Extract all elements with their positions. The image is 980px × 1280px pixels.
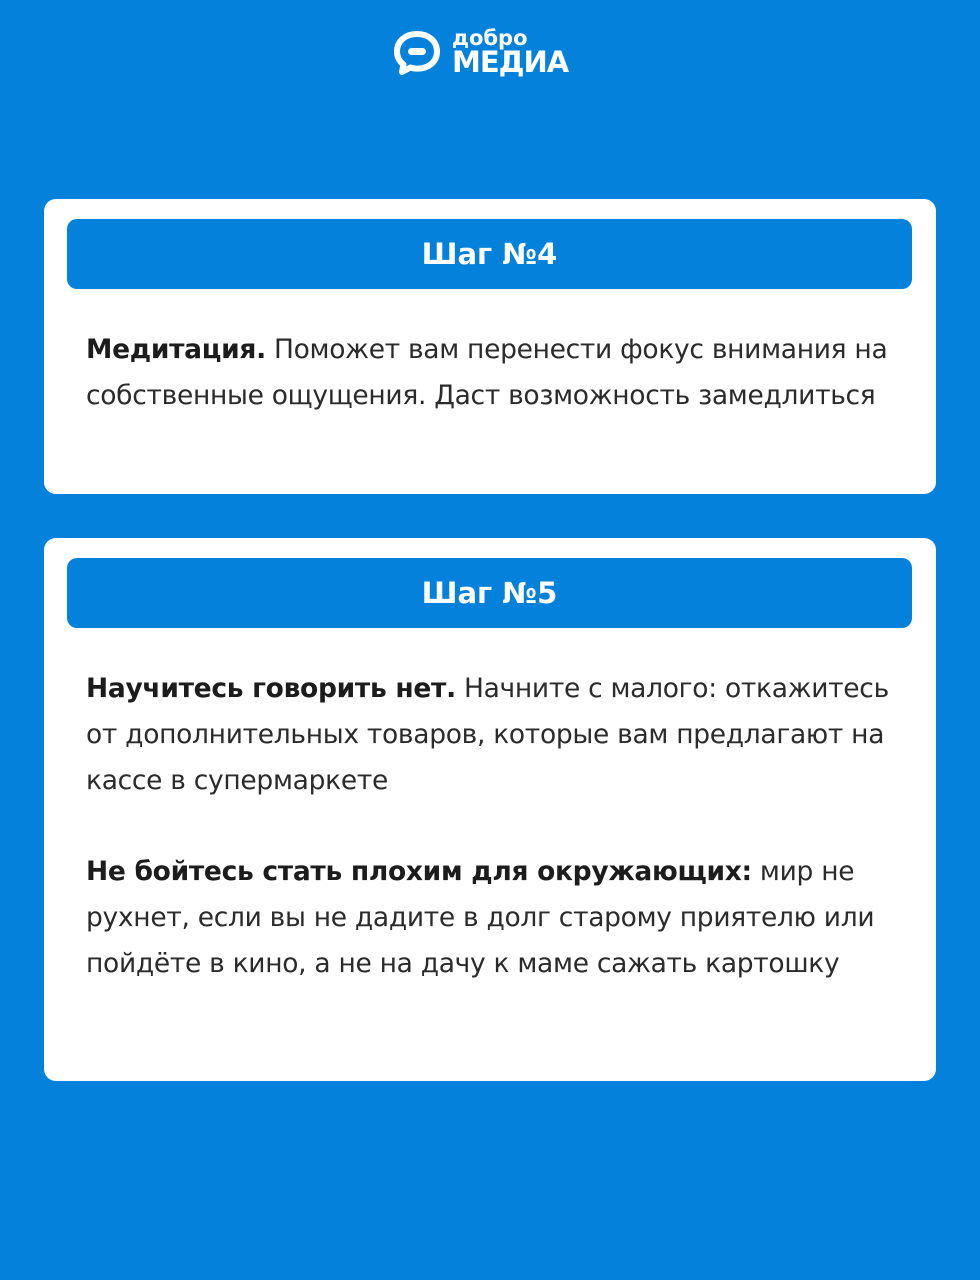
step-5-bold-2: Не бойтесь стать плохим для окружающих:	[86, 856, 752, 887]
step-4-header	[67, 219, 912, 289]
step-5-title: Шаг №5	[421, 576, 558, 610]
step-5-text-2	[86, 849, 906, 987]
step-4-body: Поможет вам перенести фокус внимания на собственные ощущения. Даст возможность замедлиться	[86, 334, 888, 411]
step-5-header	[67, 558, 912, 628]
logo-big-text: МЕДИА	[452, 45, 569, 79]
step-5-bold-1: Научитесь говорить нет.	[86, 673, 456, 704]
step-5-body-1: Начните с малого: откажитесь от дополнительных товаров, которые вам предлагают на кассе в супермаркете	[86, 673, 889, 796]
step-5-body-2: мир не рухнет, если вы не дадите в долг старому приятелю или пойдёте в кино, а не на дачу к маме сажать картошку	[86, 856, 875, 979]
logo-small-text: добро	[452, 26, 528, 50]
step-4-text	[86, 327, 906, 419]
step-5-card	[44, 538, 936, 1081]
step-4-title: Шаг №4	[421, 237, 558, 271]
logo	[392, 28, 568, 77]
step-4-bold: Медитация.	[86, 334, 266, 365]
step-4-card	[44, 199, 936, 494]
logo-text	[452, 28, 568, 77]
chat-bubble-icon	[392, 30, 442, 76]
step-5-text-1	[86, 666, 906, 804]
